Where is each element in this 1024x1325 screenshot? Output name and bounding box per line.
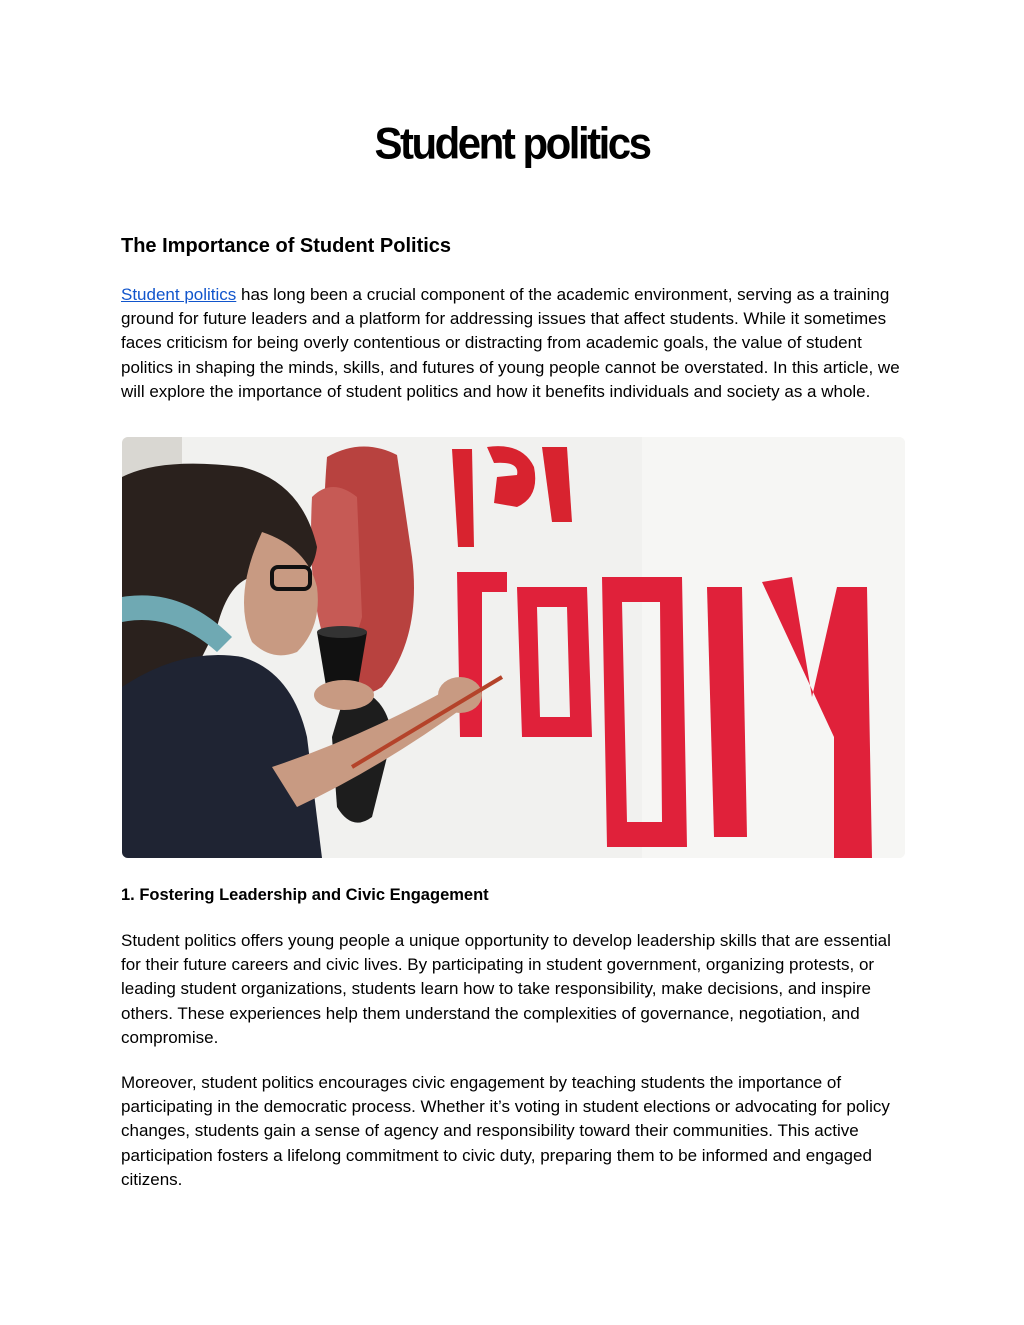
section-1-paragraph-1: Student politics offers young people a unique opportunity to develop leadership skills that are essential for their future careers and civic lives. By participating in student government, organizing protests, or leading student organizations, students learn how to take responsibility, make decisions, and inspire others. These experiences help them understand the complexities of governance, negotiation, and compromise. [121, 931, 891, 1047]
section-1-heading: 1. Fostering Leadership and Civic Engagement [121, 886, 489, 904]
student-politics-link[interactable]: Student politics [121, 285, 237, 304]
document-title: Student politics [374, 118, 650, 169]
mural-photo [122, 437, 905, 858]
section-1-paragraph-2: Moreover, student politics encourages civic engagement by teaching students the importance of participating in the democratic process. Whether it’s voting in student elections or advocating for policy changes, students gain a sense of agency and responsibility toward their communities. This active participation fosters a lifelong commitment to civic duty, preparing them to be informed and engaged citizens. [121, 1073, 890, 1189]
intro-paragraph [121, 283, 911, 404]
intro-text: has long been a crucial component of the academic environment, serving as a training ground for future leaders and a platform for addressing issues that affect students. While it sometimes faces criticism for being overly contentious or distracting from academic goals, the value of student politics in shaping the minds, skills, and futures of young people cannot be overstated. In this article, we will explore the importance of student politics and how it benefits individuals and society as a whole. [121, 285, 900, 401]
mural-photo-illustration [122, 437, 905, 858]
section-heading: The Importance of Student Politics [121, 235, 452, 257]
